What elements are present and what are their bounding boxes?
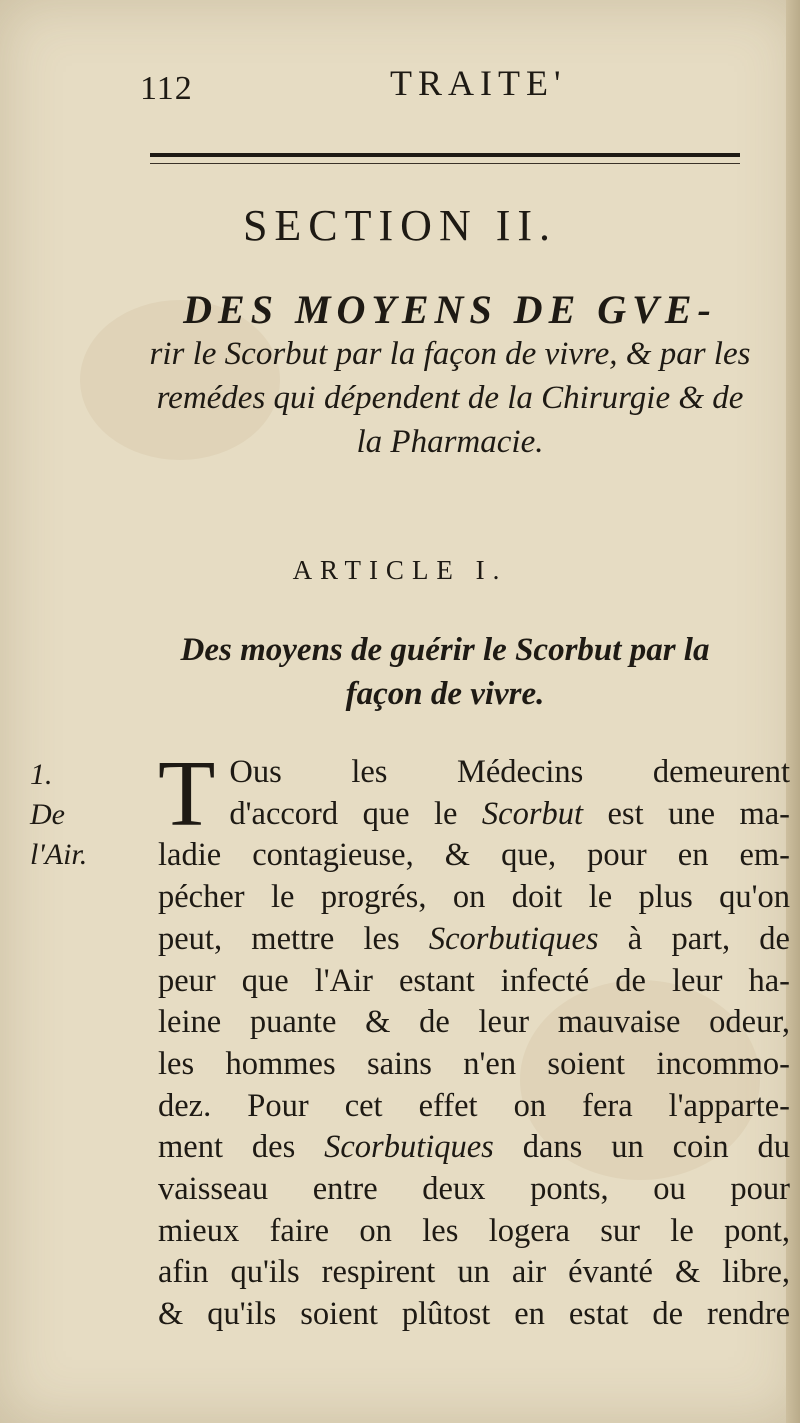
body-text [158, 742, 790, 1336]
article-label: ARTICLE I. [292, 555, 508, 585]
running-head: TRAITE' [390, 63, 567, 103]
body-line: dez. Pour cet effet on fera l'apparte- [158, 1087, 790, 1124]
body-line: les hommes sains n'en soient incommo- [158, 1045, 790, 1082]
section-heading-rest: rir le Scorbut par la façon de vivre, & par les remédes qui dépendent de la Chirurgie & de la Pharmacie. [149, 336, 751, 460]
body-line: d'accord que le Scorbut est une ma- [229, 795, 790, 832]
body-line: afin qu'ils respirent un air évanté & libre, [158, 1254, 790, 1291]
margin-note-word: l'Air. [30, 838, 88, 871]
body-lines [158, 742, 790, 1336]
body-line: leine puante & de leur mauvaise odeur, [158, 1004, 790, 1041]
section-title: SECTION II. [242, 201, 558, 250]
italic-term: Scorbutiques [324, 1129, 494, 1166]
body-line: mieux faire on les logera sur le pont, [158, 1212, 790, 1249]
margin-note [30, 755, 140, 875]
margin-note-number: 1. [30, 758, 53, 791]
article-title: Des moyens de guérir le Scorbut par la façon de vivre. [180, 632, 710, 712]
body-line: ladie contagieuse, & que, pour en em- [158, 837, 790, 874]
body-line: ment des Scorbutiques dans un coin du [158, 1129, 790, 1166]
page-header [140, 58, 740, 118]
italic-term: Scorbut [481, 795, 584, 832]
section-heading [140, 288, 760, 464]
header-rule [150, 153, 740, 164]
body-line: & qu'ils soient plûtost en estat de rendre [158, 1296, 790, 1333]
section-heading-first-line: DES MOYENS DE GVE- [183, 287, 717, 332]
body-line: Ous les Médecins demeurent [229, 754, 790, 790]
body-line: vaisseau entre deux ponts, ou pour [158, 1171, 790, 1208]
italic-term: Scorbutiques [428, 920, 599, 957]
body-line: pécher le progrés, on doit le plus qu'on [158, 879, 790, 916]
drop-cap: T [158, 742, 216, 846]
body-line: peur que l'Air estant infecté de leur ha- [158, 962, 790, 999]
margin-note-word: De [30, 798, 65, 831]
page-number: 112 [140, 70, 193, 107]
body-line: peut, mettre les Scorbutiques à part, de [158, 920, 790, 957]
